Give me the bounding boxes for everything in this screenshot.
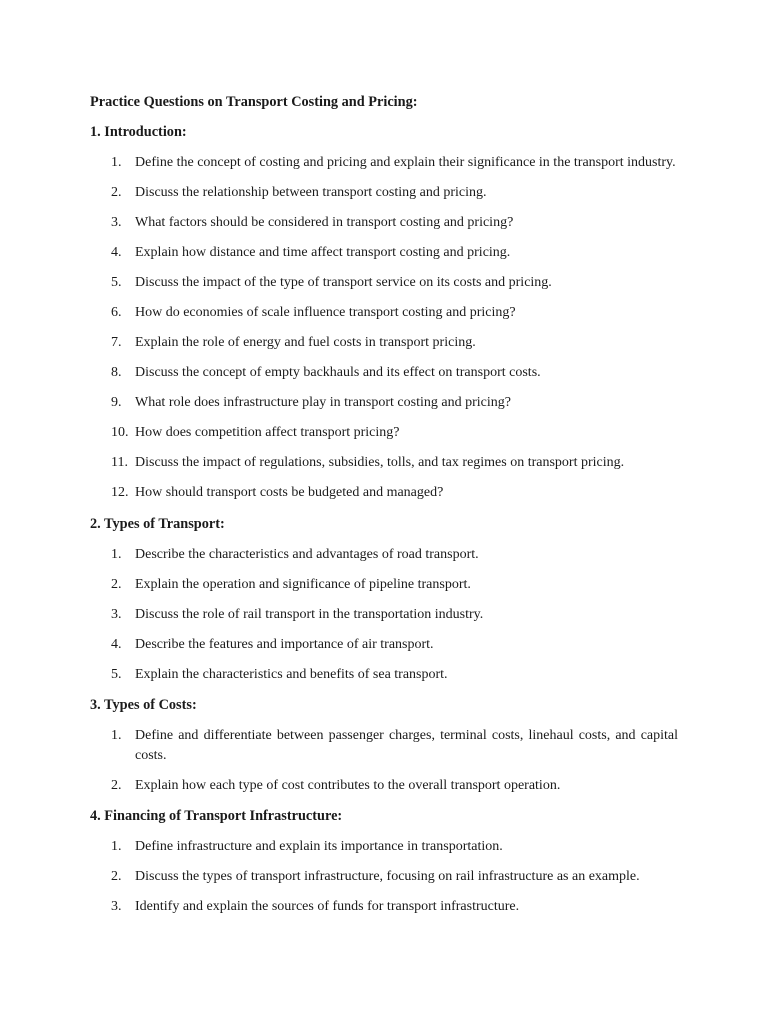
question-text: How does competition affect transport pricing? bbox=[135, 425, 400, 440]
question-text: What factors should be considered in transport costing and pricing? bbox=[135, 215, 514, 230]
question-text: Explain the role of energy and fuel costs in transport pricing. bbox=[135, 335, 476, 350]
question-item bbox=[90, 333, 678, 353]
question-item bbox=[90, 776, 678, 796]
question-item bbox=[90, 837, 678, 857]
question-number: 3. bbox=[111, 899, 122, 914]
question-number: 1. bbox=[111, 155, 122, 170]
question-item bbox=[90, 575, 678, 595]
question-text: Discuss the concept of empty backhauls and its effect on transport costs. bbox=[135, 365, 541, 380]
question-list bbox=[90, 837, 678, 917]
question-text: Discuss the impact of regulations, subsidies, tolls, and tax regimes on transport pricing. bbox=[135, 455, 625, 470]
question-number: 1. bbox=[111, 546, 122, 562]
question-item bbox=[90, 545, 678, 565]
section-heading: 4. Financing of Transport Infrastructure: bbox=[90, 808, 343, 824]
question-number: 10. bbox=[111, 425, 129, 440]
question-item bbox=[90, 605, 678, 625]
question-number: 1. bbox=[111, 839, 122, 854]
document-page bbox=[90, 93, 678, 929]
question-item bbox=[90, 393, 678, 413]
question-item bbox=[90, 635, 678, 655]
question-item bbox=[90, 243, 678, 263]
section-heading: 3. Types of Costs: bbox=[90, 697, 197, 713]
question-number: 8. bbox=[111, 365, 122, 380]
section-heading: 2. Types of Transport: bbox=[90, 515, 225, 532]
question-item bbox=[90, 183, 678, 203]
question-text: Define and differentiate between passenger charges, terminal costs, linehaul costs, and capital costs. bbox=[135, 728, 678, 763]
question-item bbox=[90, 867, 678, 887]
question-list bbox=[90, 153, 678, 503]
question-item bbox=[90, 363, 678, 383]
question-number: 7. bbox=[111, 335, 122, 350]
question-text: Define infrastructure and explain its importance in transportation. bbox=[135, 839, 503, 854]
question-item bbox=[90, 423, 678, 443]
question-text: Discuss the relationship between transport costing and pricing. bbox=[135, 185, 487, 200]
section-heading: 1. Introduction: bbox=[90, 124, 187, 140]
question-text: Describe the features and importance of air transport. bbox=[135, 636, 434, 652]
question-text: What role does infrastructure play in transport costing and pricing? bbox=[135, 395, 511, 410]
question-number: 6. bbox=[111, 305, 122, 320]
question-text: Discuss the types of transport infrastructure, focusing on rail infrastructure as an example. bbox=[135, 869, 640, 884]
question-item bbox=[90, 483, 678, 503]
question-number: 5. bbox=[111, 666, 122, 682]
question-number: 2. bbox=[111, 576, 122, 592]
question-item bbox=[90, 453, 678, 473]
question-number: 3. bbox=[111, 606, 122, 622]
question-number: 4. bbox=[111, 636, 122, 652]
sections-container bbox=[90, 123, 678, 917]
question-number: 4. bbox=[111, 245, 122, 260]
question-item bbox=[90, 213, 678, 233]
question-text: Explain the characteristics and benefits of sea transport. bbox=[135, 666, 448, 682]
question-number: 12. bbox=[111, 485, 129, 500]
question-text: Discuss the role of rail transport in the transportation industry. bbox=[135, 606, 484, 622]
question-number: 2. bbox=[111, 869, 122, 884]
question-number: 11. bbox=[111, 455, 128, 470]
question-number: 2. bbox=[111, 185, 122, 200]
question-text: Describe the characteristics and advantages of road transport. bbox=[135, 546, 479, 562]
question-list bbox=[90, 545, 678, 685]
question-text: Discuss the impact of the type of transport service on its costs and pricing. bbox=[135, 275, 552, 290]
question-number: 9. bbox=[111, 395, 122, 410]
question-text: How should transport costs be budgeted and managed? bbox=[135, 485, 444, 500]
document-title: Practice Questions on Transport Costing and Pricing: bbox=[90, 94, 418, 110]
question-text: Define the concept of costing and pricing and explain their significance in the transport industry. bbox=[135, 155, 676, 170]
question-item bbox=[90, 303, 678, 323]
question-text: Explain the operation and significance of pipeline transport. bbox=[135, 576, 471, 592]
question-text: Explain how distance and time affect transport costing and pricing. bbox=[135, 245, 511, 260]
question-item bbox=[90, 665, 678, 685]
question-number: 5. bbox=[111, 275, 122, 290]
question-text: Identify and explain the sources of funds for transport infrastructure. bbox=[135, 899, 520, 914]
question-item bbox=[90, 897, 678, 917]
question-text: How do economies of scale influence transport costing and pricing? bbox=[135, 305, 516, 320]
question-text: Explain how each type of cost contributes to the overall transport operation. bbox=[135, 777, 561, 793]
question-item bbox=[90, 273, 678, 293]
question-list bbox=[90, 726, 678, 795]
question-number: 3. bbox=[111, 215, 122, 230]
question-number: 2. bbox=[111, 777, 122, 793]
question-item bbox=[90, 153, 678, 173]
question-number: 1. bbox=[111, 728, 122, 743]
question-item bbox=[90, 726, 678, 765]
